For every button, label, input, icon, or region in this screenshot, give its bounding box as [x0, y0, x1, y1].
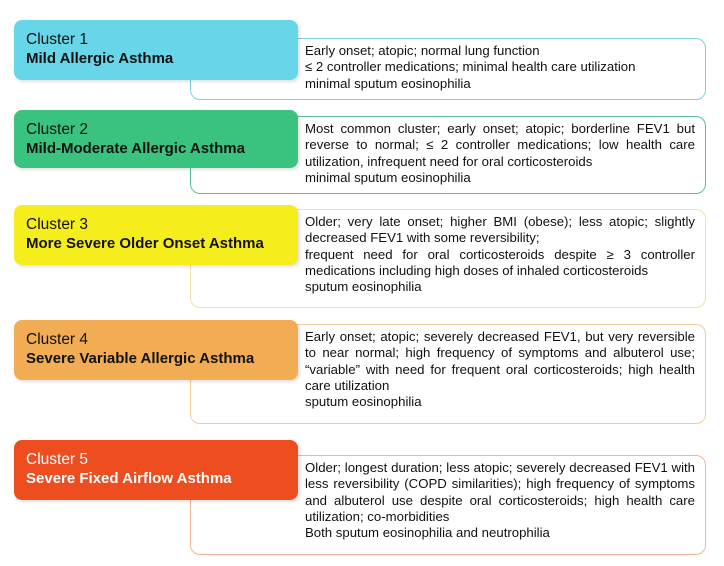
cluster-1-name: Mild Allergic Asthma	[26, 50, 174, 67]
cluster-5-number: Cluster 5	[26, 451, 89, 468]
cluster-5-desc-line-1: Older; longest duration; less atopic; severely decreased FEV1 with less reversibility (COPD similarities); high frequency of symptoms and albuterol use despite oral corticosteroids; high health care utilization; co-morbidities	[305, 460, 695, 524]
cluster-1-desc-line-1: Early onset; atopic; normal lung function	[305, 43, 540, 58]
cluster-1-number: Cluster 1	[26, 31, 89, 48]
cluster-2-name: Mild-Moderate Allergic Asthma	[26, 140, 245, 157]
cluster-5-desc-line-2: Both sputum eosinophilia and neutrophilia	[305, 525, 550, 541]
cluster-1-desc-line-3: minimal sputum eosinophilia	[305, 75, 471, 91]
cluster-3-desc-line-2: frequent need for oral corticosteroids despite ≥ 3 controller medications including high doses of inhaled corticosteroids	[305, 246, 695, 278]
cluster-4-label	[14, 320, 298, 380]
cluster-3-number: Cluster 3	[26, 216, 89, 233]
cluster-4-desc-line-2: sputum eosinophilia	[305, 394, 422, 410]
cluster-1-desc-line-2: ≤ 2 controller medications; minimal health care utilization	[305, 59, 636, 75]
cluster-5-name: Severe Fixed Airflow Asthma	[26, 470, 232, 487]
cluster-2-desc-line-2: minimal sputum eosinophilia	[305, 169, 471, 185]
cluster-3-label	[14, 205, 298, 265]
cluster-1-label	[14, 20, 298, 80]
cluster-2-label	[14, 110, 298, 168]
cluster-4-desc-line-1: Early onset; atopic; severely decreased FEV1, but very reversible to near normal; high frequency of symptoms and albuterol use; “variable” with need for frequent oral corticosteroids; high health care utilization	[305, 329, 695, 393]
cluster-2-number: Cluster 2	[26, 121, 89, 138]
cluster-3-name: More Severe Older Onset Asthma	[26, 235, 264, 252]
cluster-5-label	[14, 440, 298, 500]
cluster-2-desc-line-1: Most common cluster; early onset; atopic; borderline FEV1 but reverse to normal; ≤ 2 controller medications; low health care utilization, infrequent need for oral corticosteroids	[305, 121, 695, 169]
cluster-3-desc-line-1: Older; very late onset; higher BMI (obese); less atopic; slightly decreased FEV1 with some reversibility;	[305, 214, 695, 246]
cluster-4-number: Cluster 4	[26, 331, 89, 348]
cluster-4-name: Severe Variable Allergic Asthma	[26, 350, 255, 367]
cluster-3-desc-line-3: sputum eosinophilia	[305, 279, 422, 295]
